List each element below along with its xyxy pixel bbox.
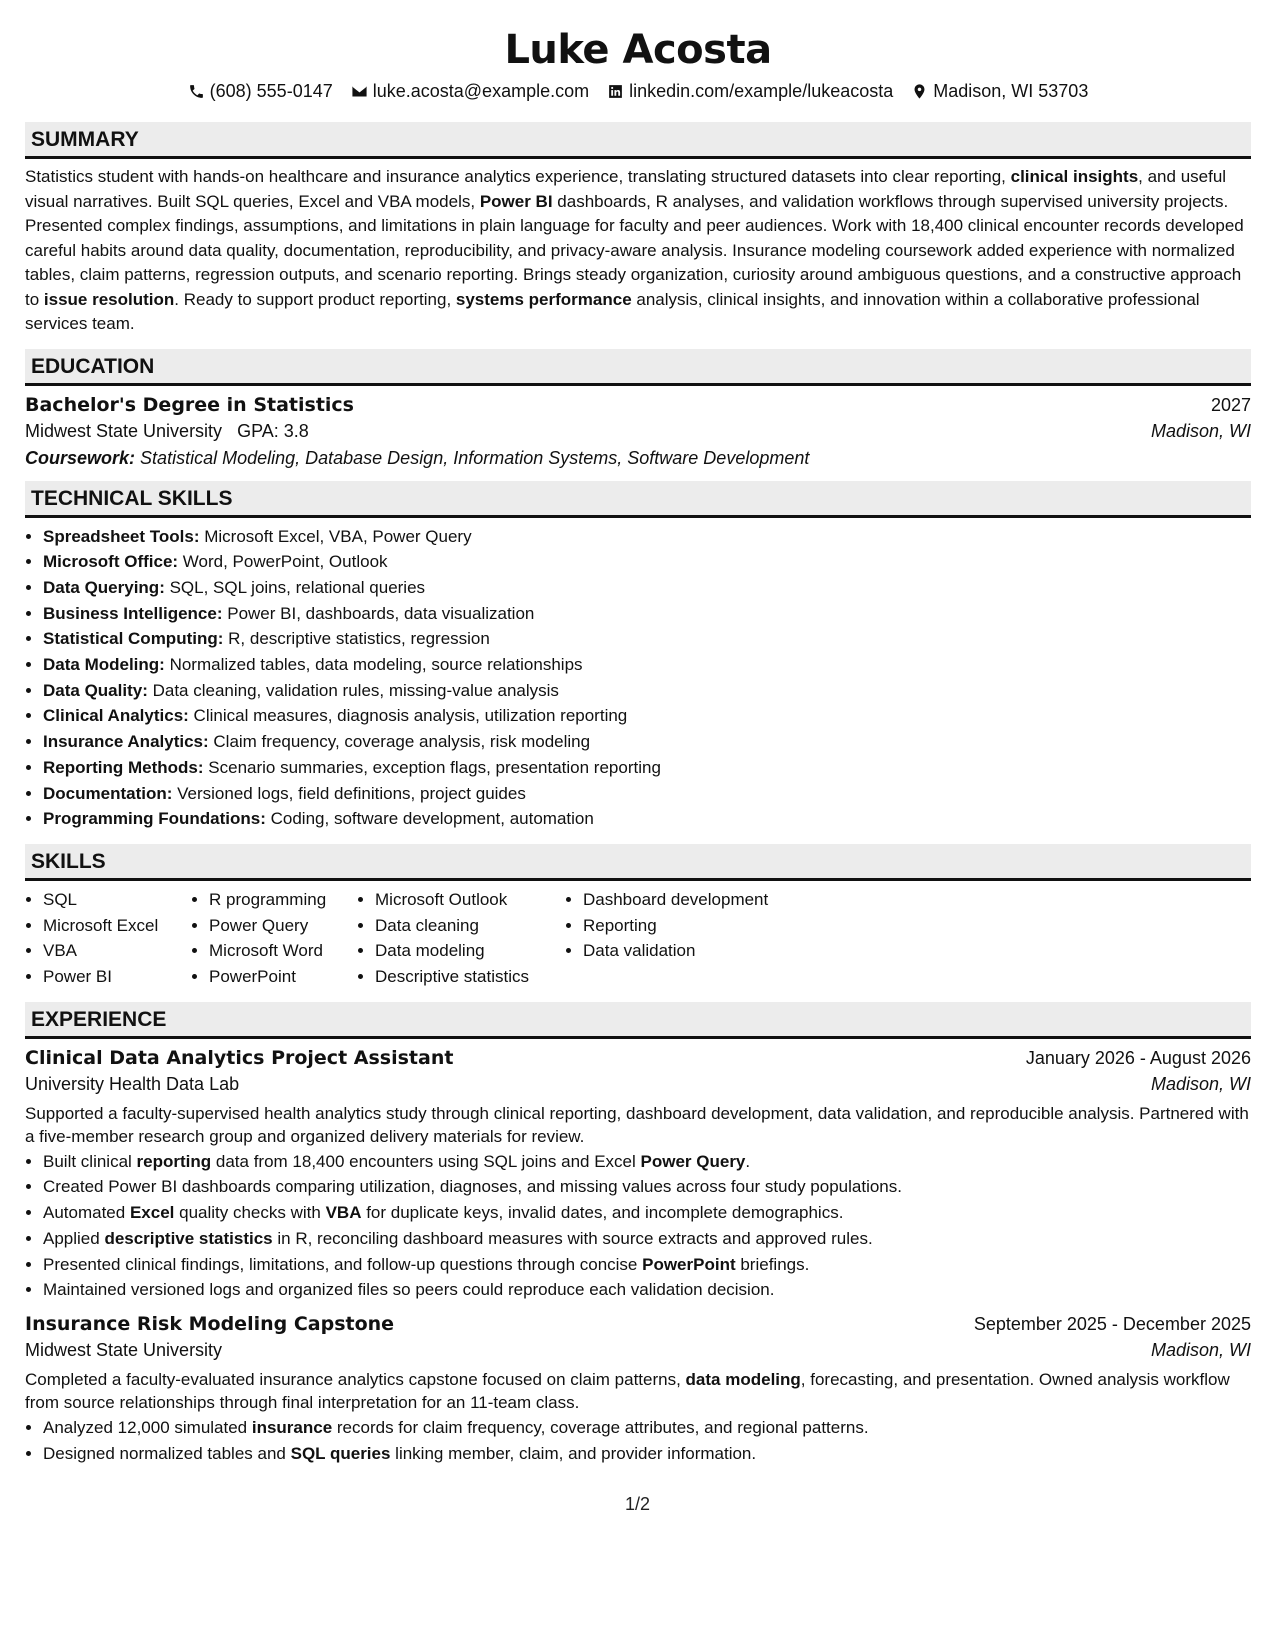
list-item: • VBA [43,938,191,964]
job-title: Clinical Data Analytics Project Assistant [25,1046,454,1069]
education-row-2 [25,421,1251,442]
contact-location [911,81,1088,102]
list-item [43,1415,1251,1441]
skill-category: Data Querying: [43,577,165,597]
desc-emphasis: data modeling [685,1369,801,1389]
list-item [43,1226,1251,1252]
contact-linkedin[interactable] [607,81,893,102]
skill-category: Data Quality: [43,680,148,700]
list-item: • Data modeling [375,938,565,964]
job-entry [25,1047,1251,1303]
location-text: Madison, WI 53703 [933,80,1089,101]
job-organization: Midwest State University [25,1339,223,1360]
job-title-row [25,1047,1251,1069]
list-item: • Microsoft Excel [43,913,191,939]
summary-emphasis: clinical insights [1010,167,1139,186]
list-item [43,524,1251,550]
envelope-icon [351,83,368,100]
school-name: Midwest State University [25,420,223,441]
phone-text: (608) 555-0147 [209,80,333,101]
contact-phone[interactable] [188,81,333,102]
coursework-line [25,448,1251,469]
map-pin-icon [911,83,928,100]
bullet-emphasis: descriptive statistics [104,1228,273,1248]
list-item: • SQL [43,887,191,913]
job-dates: January 2026 - August 2026 [1025,1047,1251,1068]
list-item [43,1200,1251,1226]
list-item [43,1252,1251,1278]
bullet-text: Designed normalized tables and [43,1443,291,1463]
bullet-emphasis: PowerPoint [642,1254,736,1274]
bullet-text: in R, reconciling dashboard measures with source extracts and approved rules. [272,1228,873,1248]
skills-column [565,887,813,990]
job-title: Insurance Risk Modeling Capstone [25,1312,395,1335]
bullet-text: quality checks with [174,1203,326,1223]
job-org-row [25,1340,1251,1361]
education-row-1 [25,394,1251,416]
skill-category: Clinical Analytics: [43,706,189,726]
skills-grid [25,887,1251,990]
skill-values: Data cleaning, validation rules, missing-value analysis [152,680,559,700]
job-location: Madison, WI [1150,1073,1251,1094]
list-item: • PowerPoint [209,964,357,990]
skill-values: Word, PowerPoint, Outlook [182,552,388,572]
summary-text: Statistics student with hands-on healthcare and insurance analytics experience, translating structured datasets into clear reporting, [25,167,1011,186]
page-number: 1/2 [624,1494,651,1514]
bullet-emphasis: Excel [129,1203,175,1223]
skill-values: Power BI, dashboards, data visualization [227,603,535,623]
list-item [43,755,1251,781]
bullet-emphasis: reporting [136,1151,212,1171]
bullet-text: . [745,1151,751,1171]
bullet-text: data from 18,400 encounters using SQL joins and Excel [211,1151,641,1171]
school-line [25,421,309,442]
list-item: • Maintained versioned logs and organized files so peers could reproduce each validation decision. [43,1277,1251,1303]
desc-text: Completed a faculty-evaluated insurance analytics capstone focused on claim patterns, [25,1369,686,1389]
list-item [43,652,1251,678]
bullet-emphasis: VBA [325,1203,362,1223]
skill-values: Claim frequency, coverage analysis, risk modeling [213,732,591,752]
skill-category: Documentation: [43,783,173,803]
list-item: • R programming [209,887,357,913]
summary-paragraph [25,165,1251,337]
list-item: • Descriptive statistics [375,964,565,990]
degree-title: Bachelor's Degree in Statistics [25,393,354,416]
skill-category: Programming Foundations: [43,809,266,829]
skills-column [191,887,357,990]
bullet-text: Built clinical [43,1151,137,1171]
job-entry [25,1313,1251,1466]
gpa: GPA: 3.8 [237,420,309,441]
job-description [25,1368,1251,1415]
bullet-text: for duplicate keys, invalid dates, and incomplete demographics. [361,1203,844,1223]
list-item: • Power Query [209,913,357,939]
skill-category: Data Modeling: [43,655,165,675]
bullet-text: Analyzed 12,000 simulated [43,1417,252,1437]
summary-text: dashboards, R analyses, and validation workflows through supervised university projects. Presented complex findings, assumptions, and limitations in plain language for faculty and peer audiences. Work with 18,400 clinical encounter records developed careful habits around data quality, documentation, reproducibility, and privacy-aware analysis. Insurance modeling coursework added experience with normalized tables, claim patterns, regression outputs, and scenario reporting. Brings steady organization, curiosity around ambiguous questions, and a constructive approach to [25,191,1244,309]
job-bullets [25,1149,1251,1303]
bullet-text: Presented clinical findings, limitations, and follow-up questions through concise [43,1254,643,1274]
bullet-text: Automated [43,1203,130,1223]
list-item: • Data cleaning [375,913,565,939]
candidate-name: Luke Acosta [504,27,772,73]
list-item: • Reporting [583,913,813,939]
skill-category: Microsoft Office: [43,552,179,572]
contact-row [25,78,1251,104]
list-item: • Created Power BI dashboards comparing utilization, diagnoses, and missing values across four study populations. [43,1174,1251,1200]
skill-values: Versioned logs, field definitions, project guides [177,783,526,803]
skill-values: Scenario summaries, exception flags, presentation reporting [208,757,661,777]
list-item [43,729,1251,755]
skill-values: R, descriptive statistics, regression [228,629,490,649]
skill-values: Microsoft Excel, VBA, Power Query [204,526,472,546]
list-item: • Microsoft Outlook [375,887,565,913]
skill-category: Spreadsheet Tools: [43,526,200,546]
bullet-emphasis: insurance [251,1417,333,1437]
list-item: • Power BI [43,964,191,990]
list-item [43,806,1251,832]
skill-values: SQL, SQL joins, relational queries [169,577,426,597]
resume-page [25,0,1251,1466]
coursework-list: Statistical Modeling, Database Design, Information Systems, Software Development [140,447,810,468]
job-title-row [25,1313,1251,1335]
desc-text: , forecasting, and presentation. Owned analysis workflow from source relationships through final interpretation for an 11-team class. [25,1369,1230,1413]
list-item [43,575,1251,601]
skill-values: Coding, software development, automation [270,809,594,829]
bullet-text: Applied [43,1228,105,1248]
bullet-emphasis: SQL queries [290,1443,391,1463]
job-description: Supported a faculty-supervised health analytics study through clinical reporting, dashboard development, data validation, and reproducible analysis. Partnered with a five-member research group and organized delivery materials for review. [25,1103,1249,1147]
job-location: Madison, WI [1150,1339,1251,1360]
contact-email[interactable] [351,81,589,102]
list-item: • Microsoft Word [209,938,357,964]
list-item [43,678,1251,704]
list-item [43,703,1251,729]
section-heading-experience: EXPERIENCE [25,1002,1251,1039]
skill-category: Insurance Analytics: [43,732,209,752]
job-org-row [25,1074,1251,1095]
section-heading-summary: SUMMARY [25,122,1251,159]
skill-category: Business Intelligence: [43,603,223,623]
skill-category: Reporting Methods: [43,757,204,777]
school-location: Madison, WI [1150,420,1251,441]
linkedin-icon [607,83,624,100]
list-item [43,549,1251,575]
list-item [43,781,1251,807]
technical-skills-list [25,524,1251,832]
linkedin-text: linkedin.com/example/lukeacosta [629,80,894,101]
coursework-label: Coursework: [25,447,136,468]
skill-values: Normalized tables, data modeling, source relationships [169,655,583,675]
list-item [43,626,1251,652]
list-item [43,601,1251,627]
summary-text: , and useful visual narratives. Built SQL queries, Excel and VBA models, [25,167,1227,211]
bullet-text: briefings. [735,1254,810,1274]
summary-emphasis: systems performance [455,289,632,309]
skills-column [25,887,191,990]
email-text: luke.acosta@example.com [372,80,590,101]
list-item [43,1149,1251,1175]
section-heading-education: EDUCATION [25,349,1251,386]
graduation-year: 2027 [1210,394,1251,415]
bullet-emphasis: Power Query [640,1151,746,1171]
section-heading-skills: SKILLS [25,844,1251,881]
job-dates: September 2025 - December 2025 [973,1313,1251,1334]
list-item [43,1441,1251,1467]
skill-category: Statistical Computing: [43,629,224,649]
list-item: • Dashboard development [583,887,813,913]
job-organization: University Health Data Lab [25,1073,240,1094]
list-item: • Data validation [583,938,813,964]
summary-emphasis: issue resolution [43,289,175,309]
summary-text: analysis, clinical insights, and innovation within a collaborative professional services team. [25,289,1200,333]
section-heading-technical-skills: TECHNICAL SKILLS [25,481,1251,518]
job-bullets [25,1415,1251,1466]
summary-emphasis: Power BI [479,191,553,211]
bullet-text: linking member, claim, and provider information. [390,1443,757,1463]
bullet-text: records for claim frequency, coverage attributes, and regional patterns. [332,1417,869,1437]
summary-text: . Ready to support product reporting, [174,289,456,309]
phone-icon [188,83,205,100]
skill-values: Clinical measures, diagnosis analysis, utilization reporting [193,706,628,726]
skills-column [357,887,565,990]
